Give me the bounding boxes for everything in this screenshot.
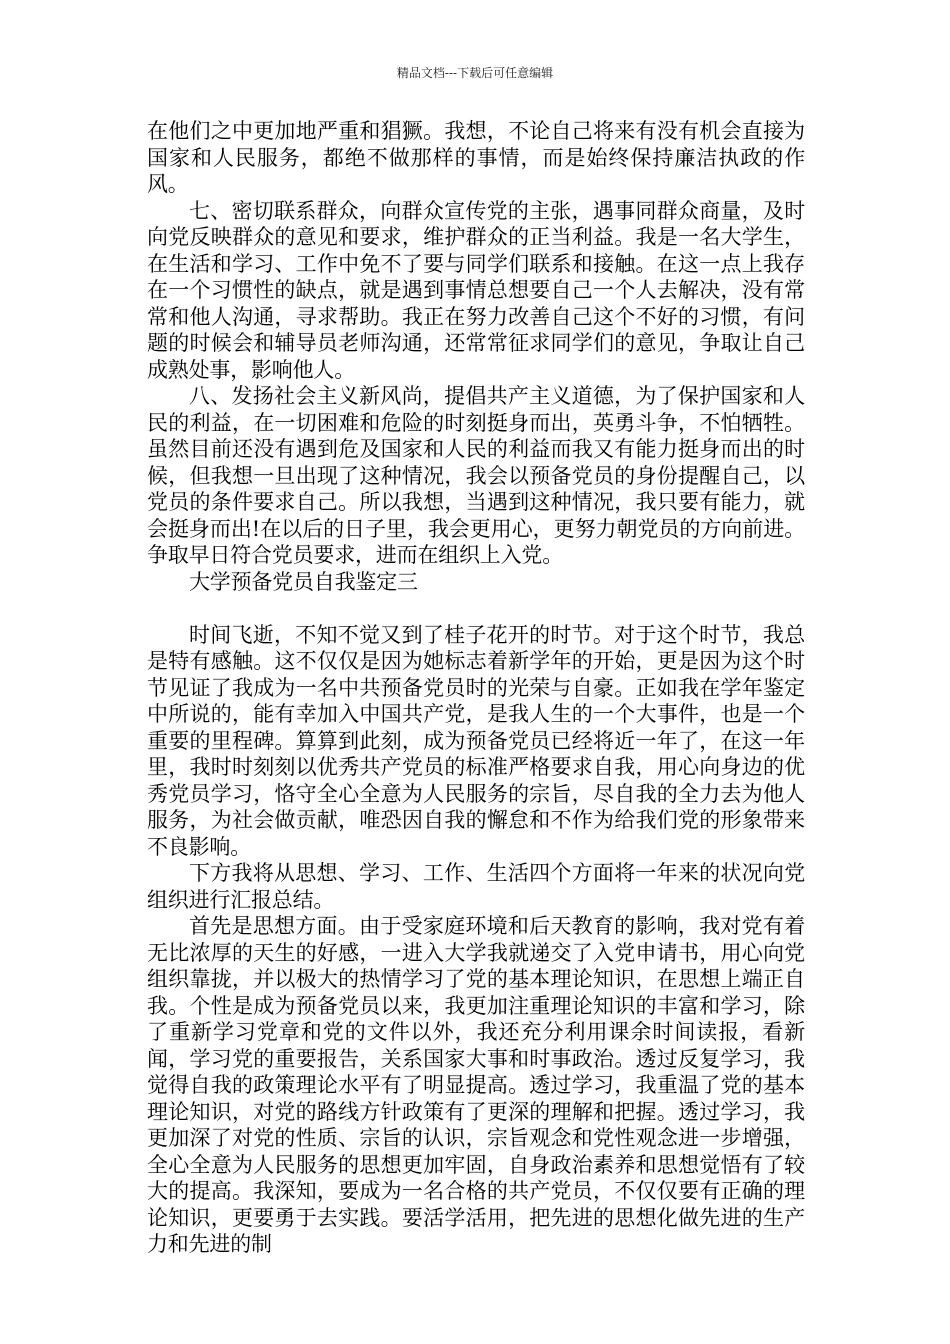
paragraph-intro: 时间飞逝，不知不觉又到了桂子花开的时节。对于这个时节，我总是特有感触。这不仅仅是因为她标志着新学年的开始，更是因为这个时节见证了我成为一名中共预备党员时的光荣与自豪。正如我在学年鉴定中所说的，能有幸加入中国共产党，是我人生的一个大事件，也是一个重要的里程碑。算算到此刻，成为预备党员已经将近一年了，在这一年里，我时时刻刻以优秀共产党员的标准严格要求自我，用心向身边的优秀党员学习，恪守全心全意为人民服务的宗旨，尽自我的全力去为他人服务，为社会做贡献，唯恐因自我的懈怠和不作为给我们党的形象带来不良影响。	[147, 622, 805, 859]
paragraph-continuation: 在他们之中更加地严重和猖獗。我想，不论自己将来有没有机会直接为国家和人民服务，都绝不做那样的事情，而是始终保持廉洁执政的作风。	[147, 119, 805, 196]
paragraph-section-seven: 七、密切联系群众，向群众宣传党的主张，遇事同群众商量，及时向党反映群众的意见和要求，维护群众的正当利益。我是一名大学生，在生活和学习、工作中免不了要与同学们联系和接触。在这一点上我存在一个习惯性的缺点，就是遇到事情总想要自己一个人去解决，没有常常和他人沟通，寻求帮助。我正在努力改善自己这个不好的习惯，有问题的时候会和辅导员老师沟通，还常常征求同学们的意见，争取让自己成熟处事，影响他人。	[147, 198, 805, 382]
section-heading: 大学预备党员自我鉴定三	[189, 569, 418, 594]
paragraph-thought: 首先是思想方面。由于受家庭环境和后天教育的影响，我对党有着无比浓厚的天生的好感，一进入大学我就递交了入党申请书，用心向党组织靠拢，并以极大的热情学习了党的基本理论知识，在思想上端正自我。个性是成为预备党员以来，我更加注重理论知识的丰富和学习，除了重新学习党章和党的文件以外，我还充分利用课余时间读报，看新闻，学习党的重要报告，关系国家大事和时事政治。透过反复学习，我觉得自我的政策理论水平有了明显提高。透过学习，我重温了党的基本理论知识，对党的路线方针政策有了更深的理解和把握。透过学习，我更加深了对党的性质、宗旨的认识，宗旨观念和党性观念进一步增强，全心全意为人民服务的思想更加牢固，自身政治素养和思想觉悟有了较大的提高。我深知，要成为一名合格的共产党员，不仅仅要有正确的理论知识，更要勇于去实践。要活学活用，把先进的思想化做先进的生产力和先进的制	[147, 914, 805, 1256]
paragraph-section-eight: 八、发扬社会主义新风尚，提倡共产主义道德，为了保护国家和人民的利益，在一切困难和危险的时刻挺身而出，英勇斗争，不怕牺牲。虽然目前还没有遇到危及国家和人民的利益而我又有能力挺身而出的时候，但我想一旦出现了这种情况，我会以预备党员的身份提醒自己，以党员的条件要求自己。所以我想，当遇到这种情况，我只要有能力，就会挺身而出!在以后的日子里，我会更用心，更努力朝党员的方向前进。争取早日符合党员要求，进而在组织上入党。	[147, 384, 805, 567]
document-body	[147, 118, 805, 1258]
blank-line	[147, 595, 805, 622]
page-header: 精品文档---下载后可任意编辑	[396, 66, 554, 80]
paragraph-overview: 下方我将从思想、学习、工作、生活四个方面将一年来的状况向党组织进行汇报总结。	[147, 861, 805, 912]
